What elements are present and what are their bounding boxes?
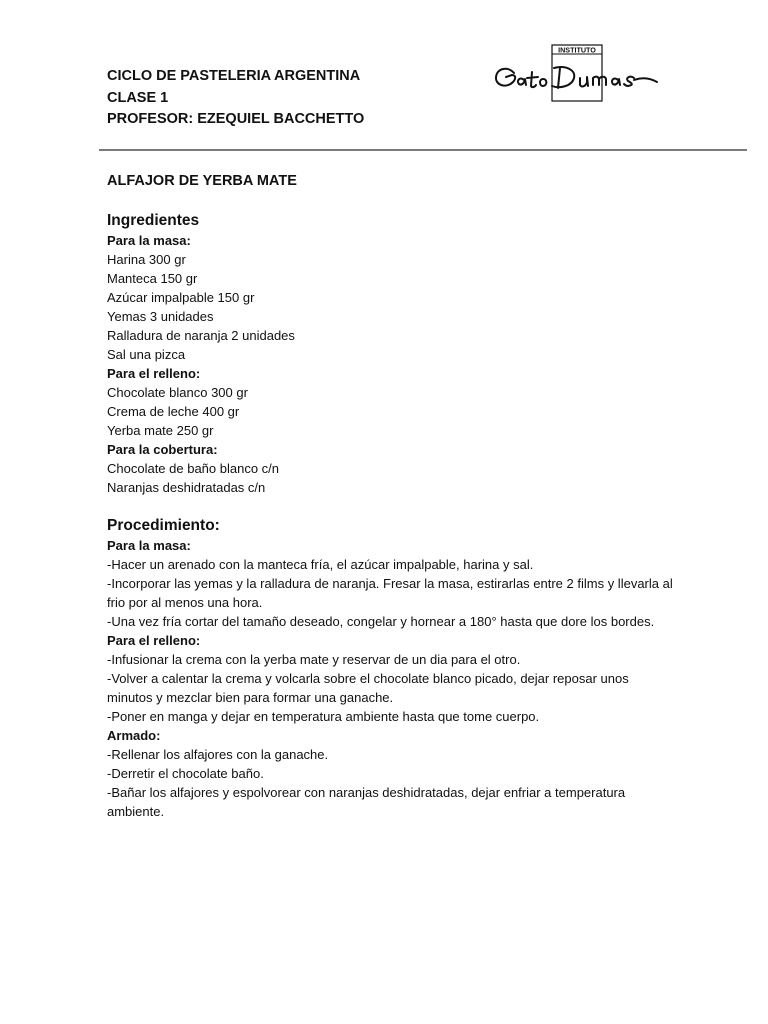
procedure-step: -Bañar los alfajores y espolvorear con naranjas deshidratadas, dejar enfriar a temperatura ambiente. [107, 785, 626, 819]
logo-script-text: Gato Dumas [494, 44, 500, 45]
ingredient-item: Yemas 3 unidades [107, 309, 214, 324]
procedure-step: -Una vez fría cortar del tamaño deseado, congelar y hornear a 180° hasta que dore los bordes. [107, 614, 655, 629]
procedure-step: -Infusionar la crema con la yerba mate y reservar de un dia para el otro. [107, 652, 521, 667]
ingredient-item: Yerba mate 250 gr [107, 423, 214, 438]
procedure-step: -Hacer un arenado con la manteca fría, el azúcar impalpable, harina y sal. [107, 557, 534, 572]
document-header [107, 66, 364, 131]
ingredient-item: Crema de leche 400 gr [107, 404, 240, 419]
course-title: CICLO DE PASTELERIA ARGENTINA [107, 68, 361, 84]
ingredients-heading: Ingredientes [107, 212, 200, 229]
ingredient-item: Naranjas deshidratadas c/n [107, 480, 266, 495]
recipe-content [107, 171, 677, 821]
ingredients-relleno-label: Para el relleno: [107, 366, 201, 381]
procedure-step: -Poner en manga y dejar en temperatura ambiente hasta que tome cuerpo. [107, 709, 540, 724]
ingredient-item: Ralladura de naranja 2 unidades [107, 328, 295, 343]
procedure-step: -Volver a calentar la crema y volcarla sobre el chocolate blanco picado, dejar reposar unos minutos y mezclar bien para formar una ganache. [107, 671, 629, 705]
class-number: CLASE 1 [107, 89, 169, 106]
logo-top-label: INSTITUTO [558, 45, 596, 55]
ingredient-item: Harina 300 gr [107, 252, 186, 267]
ingredient-item: Sal una pizca [107, 347, 186, 362]
procedure-step: -Derretir el chocolate baño. [107, 766, 264, 781]
institute-logo [494, 44, 660, 102]
procedure-armado-label: Armado: [107, 728, 161, 743]
professor-name: PROFESOR: EZEQUIEL BACCHETTO [107, 111, 365, 127]
procedure-masa-label: Para la masa: [107, 538, 191, 553]
procedure-step: -Rellenar los alfajores con la ganache. [107, 747, 329, 762]
ingredient-item: Chocolate de baño blanco c/n [107, 461, 280, 476]
ingredient-item: Manteca 150 gr [107, 271, 198, 286]
procedure-step: -Incorporar las yemas y la ralladura de naranja. Fresar la masa, estirarlas entre 2 films y llevarla al frio por al menos una hora. [107, 576, 673, 610]
procedure-relleno-label: Para el relleno: [107, 633, 201, 648]
ingredient-item: Azúcar impalpable 150 gr [107, 290, 255, 305]
ingredients-cobertura-label: Para la cobertura: [107, 442, 218, 457]
procedure-heading: Procedimiento: [107, 517, 220, 534]
recipe-title: ALFAJOR DE YERBA MATE [107, 173, 297, 189]
header-divider [99, 149, 747, 151]
ingredient-item: Chocolate blanco 300 gr [107, 385, 248, 400]
ingredients-masa-label: Para la masa: [107, 233, 191, 248]
